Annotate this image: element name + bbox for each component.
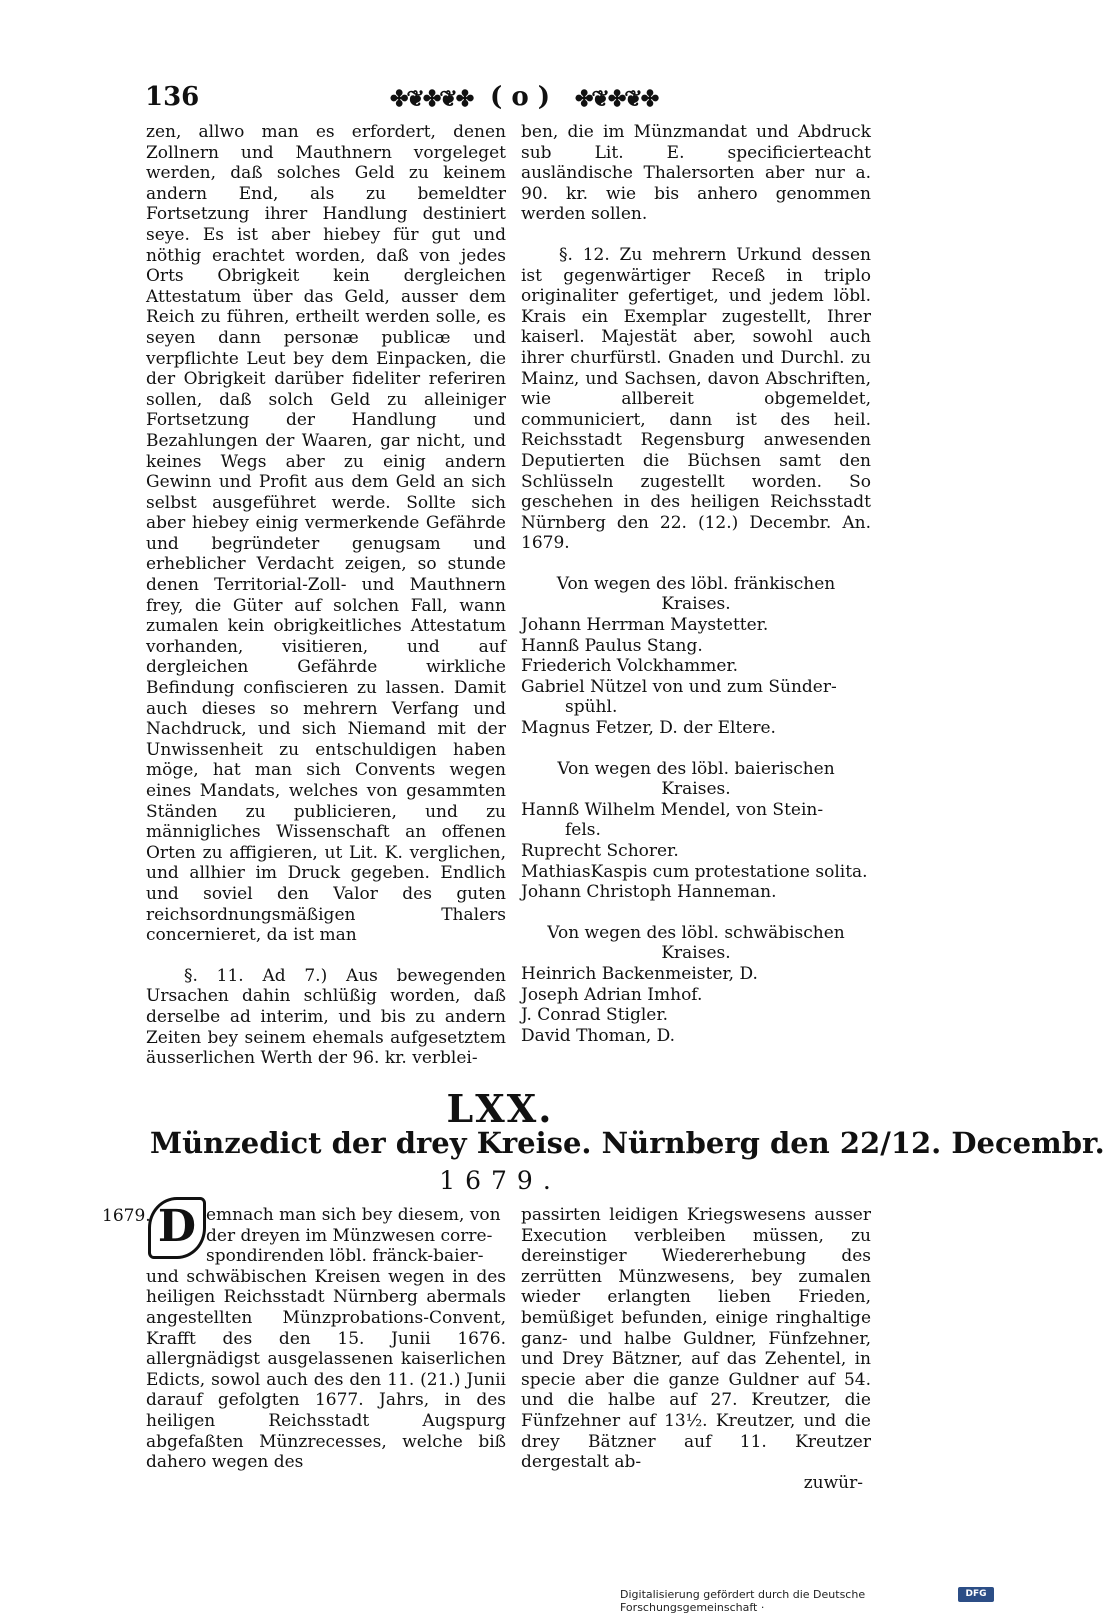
signer: Gabriel Nützel von und zum Sünder- — [521, 676, 837, 697]
footer-text: Digitalisierung gefördert durch die Deutsche Forschungsgemeinschaft · — [620, 1588, 866, 1614]
section-number: LXX. — [446, 1086, 554, 1131]
dropcap-initial: D — [148, 1197, 206, 1259]
spacer — [521, 225, 871, 245]
delegation-title-line: Kraises. — [661, 779, 731, 800]
left-paragraph: zen, allwo man es erfordert, denen Zollnern und Mauthnern vorgeleget werden, daß solches Geld zu keinem andern End, als zu bemeldter Fortsetzung ihrer Handlung destiniert seye. Es ist aber hiebey für gut und nöthig erachtet worden, daß von jedes Orts Obrigkeit kein dergleichen Attestatum über das Geld, ausser dem Reich zu führen, ertheilt werden solle, es seyen dann personæ publicæ und verpflichte Leut bey dem Einpacken, die der Obrigkeit darüber fideliter referiren sollen, daß solch Geld zu alleiniger Fortsetzung der Handlung und Bezahlungen der Waaren, gar nicht, und keines Wegs aber zu einig andern Gewinn und Profit aus dem Geld an sich selbst ausgeführet werde. Sollte sich aber hiebey einig vermerkende Gefährde und begründeter genugsam und erheblicher Verdacht zeigen, so stunde denen Territorial-Zoll- und Mauthnern frey, die Güter auf solchen Fall, wann zumalen kein obrigkeitliches Attestatum vorhanden, visitieren, und auf dergleichen Gefährde wirkliche Befindung confiscieren zu lassen. Damit auch dieses so mehrern Verfang und Nachdruck, und sich Niemand mit der Unwissenheit zu entschuldigen haben möge, hat man sich Convents wegen eines Mandats, welches von gesammten Ständen zu publicieren, und zu männigliches Wissenschaft an offenen Orten zu affigieren, ut Lit. K. verglichen, und allhier im Druck gegeben. Endlich und soviel den Valor des guten reichsordnungsmäßigen Thalers concernieret, da ist man — [146, 122, 506, 946]
section-year: 1679. — [439, 1166, 561, 1195]
bottom-left-paragraph: und schwäbischen Kreisen wegen in des heiligen Reichsstadt Nürnberg abermals angestellten Münzprobations-Convent, Krafft des den 15. Junii 1676. allergnädigst ausgelassenen kaiserlichen Edicts, sowol auch des den 11. (21.) Junii darauf gefolgten 1677. Jahrs, in des heiligen Reichsstadt Augspurg abgefaßten Münzrecesses, welche biß dahero wegen des — [146, 1266, 506, 1473]
spacer — [521, 739, 871, 759]
signer: Ruprecht Schorer. — [521, 841, 679, 861]
dfg-logo-icon: DFG — [958, 1587, 994, 1602]
signer: David Thoman, D. — [521, 1025, 676, 1046]
signer: Hannß Paulus Stang. — [521, 635, 703, 656]
right-column — [521, 122, 871, 1046]
page-header — [145, 82, 870, 118]
margin-year: 1679. — [102, 1206, 151, 1226]
delegation-title-franconian — [521, 574, 871, 615]
delegation-title-swabian — [521, 923, 871, 964]
spacer — [521, 554, 871, 574]
signer: Heinrich Backenmeister, D. — [521, 963, 758, 984]
section-12-paragraph: §. 12. Zu mehrern Urkund dessen ist gegenwärtiger Receß in triplo originaliter gefertiget, und jedem löbl. Krais ein Exemplar zugestellt, Ihrer kaiserl. Majestät aber, sowohl auch ihrer churfürstl. Gnaden und Durchl. zu Mainz, und Sachsen, davon Abschriften, wie allbereit obgemeldet, communiciert, dann ist des heil. Reichsstadt Regensburg anwesenden Deputierten die Büchsen samt den Schlüsseln zugestellt worden. So geschehen in des heiligen Reichsstadt Nürnberg den 22. (12.) Decembr. An. 1679. — [521, 244, 871, 554]
spacer — [146, 946, 506, 966]
page-number: 136 — [145, 82, 200, 112]
delegation-title-line: Kraises. — [661, 943, 731, 964]
delegation-title-line: Von wegen des löbl. baierischen — [557, 758, 835, 779]
bottom-left-column — [146, 1205, 506, 1473]
bottom-right-paragraph: passirten leidigen Kriegswesens ausser Execution verbleiben müssen, zu dereinstiger Wiedererhebung des zerrütten Münzwesens, bey zumalen wieder erlangten lieben Frieden, bemüßiget befunden, einige ringhaltige ganz- und halbe Guldner, Fünfzehner, und Drey Bätzner, auf das Zehentel, in specie aber die ganze Guldner auf 54. und die halbe auf 27. Kreutzer, die Fünfzehner auf 13½. Kreutzer, und die drey Bätzner auf 11. Kreutzer dergestalt ab- — [521, 1205, 871, 1473]
signer: J. Conrad Stigler. — [521, 1005, 668, 1026]
delegation-title-line: Von wegen des löbl. schwäbischen — [547, 922, 845, 943]
dropcap-line: spondirenden löbl. fränck-baier- — [206, 1246, 484, 1267]
continuation-paragraph: ben, die im Münzmandat und Abdruck sub Lit. E. specificierteacht ausländische Thalersorten aber nur a. 90. kr. wie bis anhero genommen werden sollen. — [521, 122, 871, 225]
digitization-footer — [620, 1586, 1000, 1614]
signer: Hannß Wilhelm Mendel, von Stein- — [521, 799, 824, 820]
signer: Johann Herrman Maystetter. — [521, 615, 769, 636]
dropcap-line: emnach man sich bey diesem, von — [206, 1205, 501, 1225]
signer: Joseph Adrian Imhof. — [521, 984, 703, 1005]
signer: Friederich Volckhammer. — [521, 656, 739, 677]
delegation-title-bavarian — [521, 759, 871, 800]
signer-continuation: spühl. — [565, 697, 618, 718]
ornament-right-icon: ✤❦✤❦✤ — [575, 86, 658, 112]
delegation-title-line: Kraises. — [661, 594, 731, 615]
signer: Magnus Fetzer, D. der Eltere. — [521, 718, 776, 739]
left-column — [146, 122, 506, 1069]
catchword: zuwür- — [803, 1472, 863, 1493]
section-11-paragraph: §. 11. Ad 7.) Aus bewegenden Ursachen dahin schlüßig worden, daß derselbe ad interim, und bis zu andern Zeiten bey seinem ehemals aufgesetztem äusserlichen Werth der 96. kr. verblei- — [146, 965, 506, 1069]
header-center-mark: ( o ) — [490, 82, 551, 112]
delegation-title-line: Von wegen des löbl. fränkischen — [556, 573, 836, 594]
section-title: Münzedict der drey Kreise. Nürnberg den 22/12. Decembr. — [150, 1126, 1105, 1160]
signer-continuation: fels. — [565, 820, 601, 841]
ornament-left-icon: ✤❦✤❦✤ — [390, 86, 473, 112]
bottom-right-column — [521, 1205, 871, 1493]
signer: MathiasKaspis cum protestatione solita. — [521, 861, 868, 882]
dropcap-line: der dreyen im Münzwesen corre- — [206, 1225, 493, 1246]
spacer — [521, 903, 871, 923]
signer: Johann Christoph Hanneman. — [521, 882, 777, 903]
